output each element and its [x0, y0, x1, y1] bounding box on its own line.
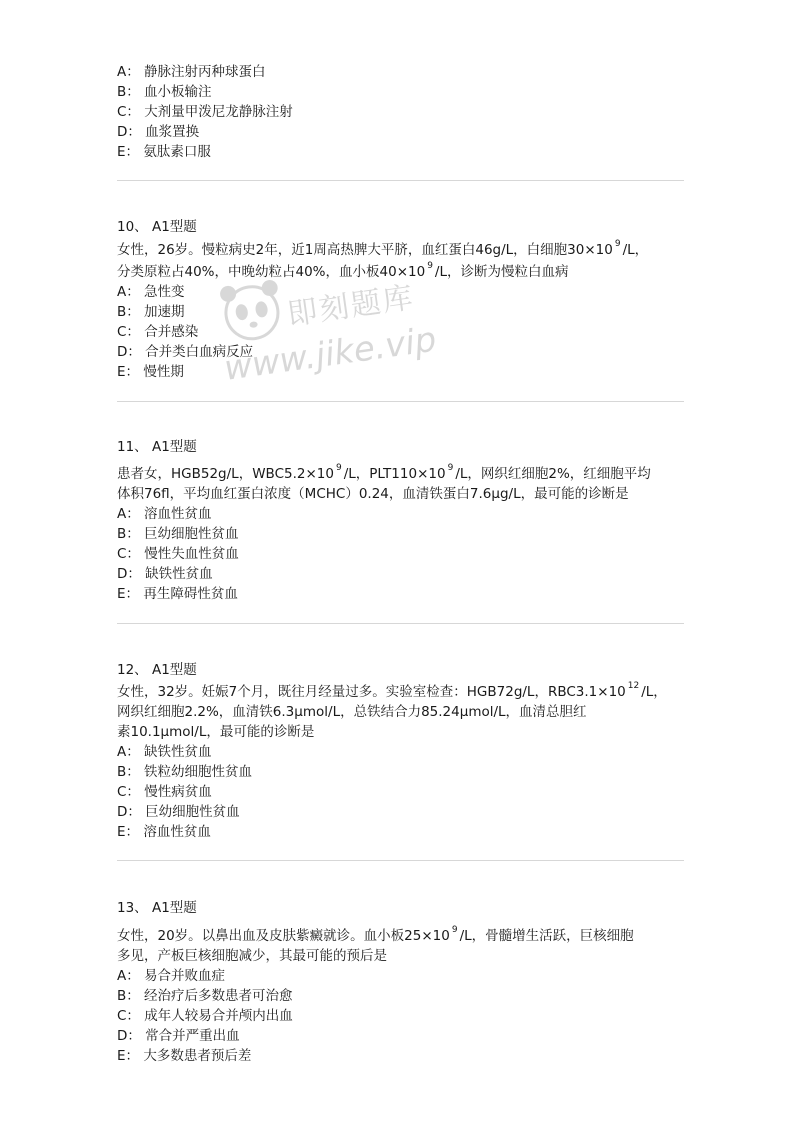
q13-option-e: E： 大多数患者预后差 — [117, 1048, 252, 1064]
q11-stem-line2: 体积76fl，平均血红蛋白浓度（MCHC）0.24，血清铁蛋白7.6μg/L，最可能的诊断是 — [117, 486, 629, 502]
q10-option-a: A： 急性变 — [117, 284, 185, 300]
divider — [117, 401, 684, 402]
q11-option-a: A： 溶血性贫血 — [117, 506, 212, 522]
q13-header: 13、 A1型题 — [117, 900, 197, 916]
q11-header: 11、 A1型题 — [117, 439, 197, 455]
q9-option-c: C： 大剂量甲泼尼龙静脉注射 — [117, 104, 293, 120]
q10-option-b: B： 加速期 — [117, 304, 185, 320]
watermark-brand: 即刻题库 — [285, 280, 417, 333]
q13-stem-line2: 多见，产板巨核细胞减少，其最可能的预后是 — [117, 948, 387, 964]
q9-option-d: D： 血浆置换 — [117, 124, 200, 140]
q11-option-d: D： 缺铁性贫血 — [117, 566, 213, 582]
q11-option-b: B： 巨幼细胞性贫血 — [117, 526, 239, 542]
q13-stem-line1: 女性，20岁。以鼻出血及皮肤紫癜就诊。血小板25×10 $^9$ /L，骨髓增生活跃，巨核细胞 — [117, 925, 634, 944]
q13-option-c: C： 成年人较易合并颅内出血 — [117, 1008, 293, 1024]
divider — [117, 180, 684, 181]
q9-option-b: B： 血小板输注 — [117, 84, 212, 100]
q12-option-d: D： 巨幼细胞性贫血 — [117, 804, 240, 820]
q11-stem-line1: 患者女，HGB52g/L，WBC5.2×10 $^9$ /L，PLT110×10 $^9$ /L，网织红细胞2%，红细胞平均 — [117, 463, 651, 482]
watermark-url: www.jike.vip — [221, 319, 439, 389]
q12-option-a: A： 缺铁性贫血 — [117, 744, 212, 760]
q12-header: 12、 A1型题 — [117, 662, 197, 678]
q12-option-c: C： 慢性病贫血 — [117, 784, 212, 800]
q10-header: 10、 A1型题 — [117, 219, 197, 235]
q11-option-c: C： 慢性失血性贫血 — [117, 546, 239, 562]
q12-stem-line2: 网织红细胞2.2%，血清铁6.3μmol/L，总铁结合力85.24μmol/L，血清总胆红 — [117, 704, 587, 720]
q12-option-b: B： 铁粒幼细胞性贫血 — [117, 764, 253, 780]
q13-option-d: D： 常合并严重出血 — [117, 1028, 240, 1044]
q11-option-e: E： 再生障碍性贫血 — [117, 586, 238, 602]
q10-stem-line1: 女性，26岁。慢粒病史2年，近1周高热脾大平脐，血红蛋白46g/L，白细胞30×10 $^9$ /L， — [117, 239, 649, 258]
q12-stem-line1: 女性，32岁。妊娠7个月，既往月经量过多。实验室检查：HGB72g/L，RBC3.1×10 $^{12}$ /L， — [117, 681, 667, 700]
q10-option-d: D： 合并类白血病反应 — [117, 344, 254, 360]
q13-option-a: A： 易合并败血症 — [117, 968, 226, 984]
q9-option-a: A： 静脉注射丙种球蛋白 — [117, 64, 266, 80]
q10-option-e: E： 慢性期 — [117, 364, 184, 380]
q13-option-b: B： 经治疗后多数患者可治愈 — [117, 988, 293, 1004]
q12-stem-line3: 素10.1μmol/L，最可能的诊断是 — [117, 724, 315, 740]
divider — [117, 860, 684, 861]
q10-stem-line2: 分类原粒占40%，中晚幼粒占40%，血小板40×10 $^9$ /L，诊断为慢粒白血病 — [117, 261, 569, 280]
q12-option-e: E： 溶血性贫血 — [117, 824, 211, 840]
q9-option-e: E： 氨肽素口服 — [117, 144, 211, 160]
divider — [117, 623, 684, 624]
q10-option-c: C： 合并感染 — [117, 324, 199, 340]
